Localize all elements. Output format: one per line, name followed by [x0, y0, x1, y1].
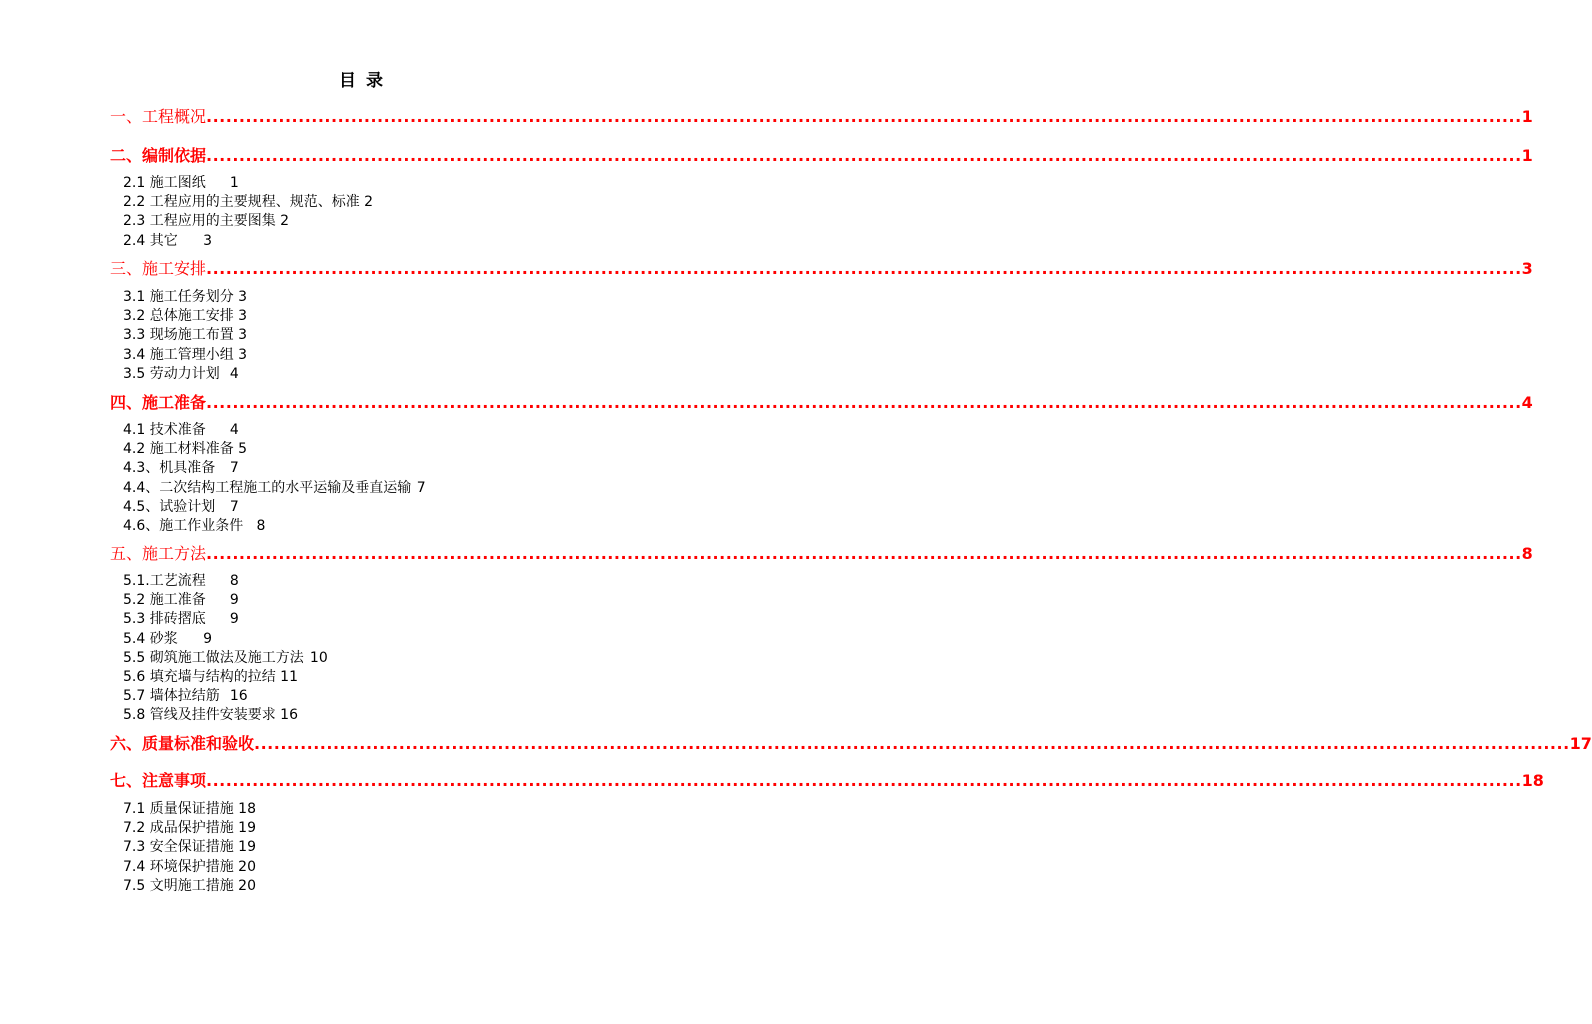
toc-subitem[interactable]: 3.2 总体施工安排 3	[123, 308, 248, 325]
toc-subitem[interactable]: 4.3、机具准备 7	[123, 460, 239, 477]
toc-subitem[interactable]: 2.2 工程应用的主要规程、规范、标准 2	[123, 194, 374, 211]
toc-subitem[interactable]: 2.4 其它 3	[123, 232, 213, 249]
toc-subitem[interactable]: 4.1 技术准备 4	[123, 422, 239, 438]
toc-dot-leader: ........................................................................................................................................................................................................	[206, 544, 1522, 563]
toc-subitem[interactable]: 4.2 施工材料准备 5	[123, 441, 248, 458]
toc-heading-label: 四、施工准备	[110, 393, 207, 412]
toc-dot-leader: ........................................................................................................................................................................................................	[206, 771, 1522, 790]
toc-subitem[interactable]: 5.1.工艺流程 8	[123, 573, 239, 589]
toc-subitem[interactable]: 2.3 工程应用的主要图集 2	[123, 213, 290, 230]
toc-subitem[interactable]: 4.6、施工作业条件 8	[123, 518, 266, 534]
toc-subitem[interactable]: 4.4、二次结构工程施工的水平运输及垂直运输 7	[123, 479, 426, 496]
toc-subitem[interactable]: 7.3 安全保证措施 19	[123, 839, 256, 856]
toc-heading[interactable]	[110, 143, 1533, 166]
toc-heading-label: 五、施工方法	[110, 544, 207, 563]
toc-subitem[interactable]: 5.4 砂浆 9	[123, 630, 213, 647]
toc-heading-label: 七、注意事项	[110, 771, 207, 790]
toc-dot-leader: ........................................................................................................................................................................................................	[206, 107, 1522, 126]
toc-subitem[interactable]: 5.5 砌筑施工做法及施工方法 10	[123, 649, 328, 666]
toc-page-number: 1	[1521, 107, 1533, 126]
toc-heading-label: 二、编制依据	[110, 146, 207, 165]
toc-subitem[interactable]: 5.3 排砖摺底 9	[123, 611, 239, 628]
toc-page-number: 1	[1521, 146, 1533, 165]
toc-subitem[interactable]: 7.2 成品保护措施 19	[123, 820, 256, 837]
toc-dot-leader: ........................................................................................................................................................................................................	[206, 146, 1522, 165]
toc-heading-label: 六、质量标准和验收	[110, 734, 255, 753]
toc-subitem[interactable]: 3.3 现场施工布置 3	[123, 327, 248, 344]
toc-subitem[interactable]: 5.8 管线及挂件安装要求 16	[123, 707, 298, 724]
toc-page-number: 17	[1569, 734, 1592, 753]
page-title: 目 录	[339, 71, 385, 91]
toc-heading[interactable]	[110, 768, 1544, 791]
toc-subitem[interactable]: 4.5、试验计划 7	[123, 498, 239, 515]
toc-dot-leader: ........................................................................................................................................................................................................	[206, 393, 1522, 412]
toc-subitem[interactable]: 7.4 环境保护措施 20	[123, 858, 256, 875]
toc-heading-label: 三、施工安排	[110, 259, 207, 278]
toc-page-number: 4	[1521, 393, 1533, 412]
toc-heading-label: 一、工程概况	[110, 107, 207, 126]
toc-subitem[interactable]: 5.7 墙体拉结筋 16	[123, 688, 248, 705]
toc-subitem[interactable]: 7.1 质量保证措施 18	[123, 801, 256, 817]
toc-subitem[interactable]: 3.1 施工任务划分 3	[123, 289, 248, 305]
toc-dot-leader: ........................................................................................................................................................................................................	[254, 734, 1570, 753]
toc-subitem[interactable]: 2.1 施工图纸 1	[123, 175, 239, 191]
toc-heading[interactable]	[110, 256, 1533, 279]
toc-page-number: 8	[1521, 544, 1533, 563]
toc-subitem[interactable]: 3.4 施工管理小组 3	[123, 346, 248, 363]
toc-dot-leader: ........................................................................................................................................................................................................	[206, 259, 1522, 278]
toc-subitem[interactable]: 5.2 施工准备 9	[123, 592, 239, 609]
toc-subitem[interactable]: 7.5 文明施工措施 20	[123, 877, 256, 894]
toc-heading[interactable]	[110, 390, 1533, 413]
toc-heading[interactable]	[110, 541, 1533, 564]
toc-subitem[interactable]: 3.5 劳动力计划 4	[123, 365, 239, 382]
toc-subitem[interactable]: 5.6 填充墙与结构的拉结 11	[123, 669, 298, 685]
toc-heading[interactable]	[110, 731, 1592, 754]
toc-page-number: 18	[1521, 771, 1544, 790]
toc-heading[interactable]	[110, 104, 1533, 127]
toc-page-number: 3	[1521, 259, 1533, 278]
